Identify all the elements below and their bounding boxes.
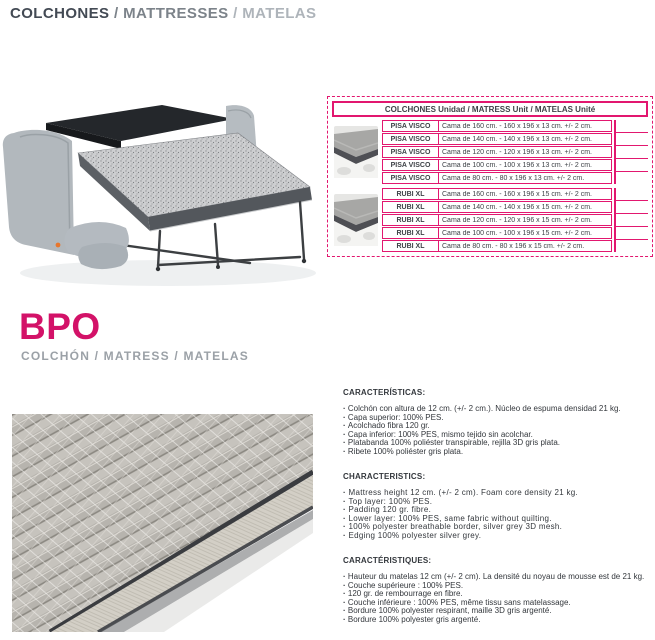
table-row [382, 120, 612, 132]
product-subtitle: COLCHÓN / MATRESS / MATELAS [21, 349, 249, 363]
bullet-item: · Lower layer: 100% PES, same fabric without quilting. [343, 515, 646, 524]
bullet-item: · Colchón con altura de 12 cm. (+/- 2 cm.). Núcleo de espuma densidad 21 kg. [343, 405, 646, 414]
table-cell-product: RUBI XL [383, 189, 439, 199]
table-rows [382, 120, 612, 184]
bullet-item: · 120 gr. de rembourrage en fibre. [343, 590, 646, 599]
table-rows [382, 188, 612, 252]
table-price-cell [616, 133, 648, 146]
table-cell-product: PISA VISCO [383, 121, 439, 131]
table-cell-product: RUBI XL [383, 228, 439, 238]
table-cell-product: RUBI XL [383, 202, 439, 212]
table-cell-product: RUBI XL [383, 241, 439, 251]
spec-table-header: COLCHONES Unidad / MATRESS Unit / MATELAS Unité [332, 101, 648, 117]
table-price-cell [616, 227, 648, 240]
table-cell-size: Cama de 120 cm. - 120 x 196 x 15 cm. +/- 2 cm. [442, 216, 592, 224]
section-heading: CARACTÉRISTIQUES: [343, 556, 432, 565]
table-cell-size: Cama de 80 cm. - 80 x 196 x 13 cm. +/- 2 cm. [442, 174, 585, 182]
bullet-item: · Acolchado fibra 120 gr. [343, 422, 646, 431]
table-price-cell [616, 172, 648, 184]
characteristics-section [343, 388, 646, 456]
table-row [382, 172, 612, 184]
section-bullets [343, 489, 646, 540]
table-cell-product: RUBI XL [383, 215, 439, 225]
table-price-column [614, 120, 648, 184]
bullet-item: · Mattress height 12 cm. (+/- 2 cm). Foam core density 21 kg. [343, 489, 646, 498]
table-row [382, 188, 612, 200]
mattress-detail-photo [12, 414, 313, 632]
table-cell-product: PISA VISCO [383, 134, 439, 144]
table-price-column [614, 188, 648, 252]
table-price-cell [616, 146, 648, 159]
table-row [382, 146, 612, 158]
page-title-es: COLCHONES [10, 5, 110, 22]
bullet-item: · Ribete 100% poliéster gris plata. [343, 448, 646, 457]
table-row [382, 133, 612, 145]
table-group [332, 120, 648, 184]
section-bullets [343, 573, 646, 624]
table-price-cell [616, 159, 648, 172]
sofa-bed-photo [0, 95, 330, 290]
table-cell-size: Cama de 160 cm. - 160 x 196 x 13 cm. +/- 2 cm. [442, 122, 592, 130]
page-title-fr: MATELAS [242, 5, 317, 22]
table-cell-product: PISA VISCO [383, 160, 439, 170]
title-separator: / [228, 5, 243, 22]
bullet-item: · Padding 120 gr. fibre. [343, 506, 646, 515]
section-heading: CHARACTERISTICS: [343, 472, 426, 481]
characteristics-section [343, 556, 646, 624]
table-cell-size: Cama de 120 cm. - 120 x 196 x 13 cm. +/- 2 cm. [442, 148, 592, 156]
table-row [382, 214, 612, 226]
table-cell-product: PISA VISCO [383, 147, 439, 157]
table-cell-size: Cama de 100 cm. - 100 x 196 x 15 cm. +/- 2 cm. [442, 229, 592, 237]
bullet-item: · Couche supérieure : 100% PES. [343, 582, 646, 591]
table-cell-size: Cama de 100 cm. - 100 x 196 x 13 cm. +/- 2 cm. [442, 161, 592, 169]
table-row [382, 201, 612, 213]
table-group [332, 188, 648, 252]
table-cell-size: Cama de 140 cm. - 140 x 196 x 13 cm. +/- 2 cm. [442, 135, 592, 143]
table-price-cell [616, 240, 648, 252]
bullet-item: · Platabanda 100% poliéster transpirable, rejilla 3D gris plata. [343, 439, 646, 448]
bullet-item: · Top layer: 100% PES. [343, 498, 646, 507]
table-price-cell [616, 120, 648, 133]
table-row [382, 227, 612, 239]
page-title-en: MATTRESSES [123, 5, 229, 22]
bullet-item: · Capa inferior: 100% PES, mismo tejido sin acolchar. [343, 431, 646, 440]
table-cell-size: Cama de 140 cm. - 140 x 196 x 15 cm. +/- 2 cm. [442, 203, 592, 211]
characteristics-column [343, 388, 646, 640]
section-heading: CARACTERÍSTICAS: [343, 388, 426, 397]
table-price-cell [616, 201, 648, 214]
bullet-item: · Hauteur du matelas 12 cm (+/- 2 cm). La densité du noyau de mousse est de 21 kg. [343, 573, 646, 582]
bullet-item: · Edging 100% polyester silver grey. [343, 532, 646, 541]
mattress-corner-thumbnail [332, 120, 380, 184]
table-row [382, 159, 612, 171]
table-price-cell [616, 188, 648, 201]
section-bullets [343, 405, 646, 456]
bullet-item: · Couche inférieure : 100% PES, même tissu sans matelassage. [343, 599, 646, 608]
title-separator: / [109, 5, 124, 22]
bullet-item: · Capa superior: 100% PES. [343, 414, 646, 423]
bullet-item: · Bordure 100% polyester gris argenté. [343, 616, 646, 625]
bullet-item: · 100% polyester breathable border, silver grey 3D mesh. [343, 523, 646, 532]
table-body [332, 120, 648, 252]
table-row [382, 240, 612, 252]
spec-table [327, 96, 653, 257]
product-name: BPO [19, 306, 101, 347]
table-price-cell [616, 214, 648, 227]
table-cell-size: Cama de 160 cm. - 160 x 196 x 15 cm. +/- 2 cm. [442, 190, 592, 198]
table-cell-size: Cama de 80 cm. - 80 x 196 x 15 cm. +/- 2 cm. [442, 242, 585, 250]
characteristics-section [343, 472, 646, 540]
mattress-corner-thumbnail [332, 188, 380, 252]
table-cell-product: PISA VISCO [383, 173, 439, 183]
bullet-item: · Bordure 100% polyester respirant, maille 3D gris argenté. [343, 607, 646, 616]
page-title [10, 5, 316, 22]
